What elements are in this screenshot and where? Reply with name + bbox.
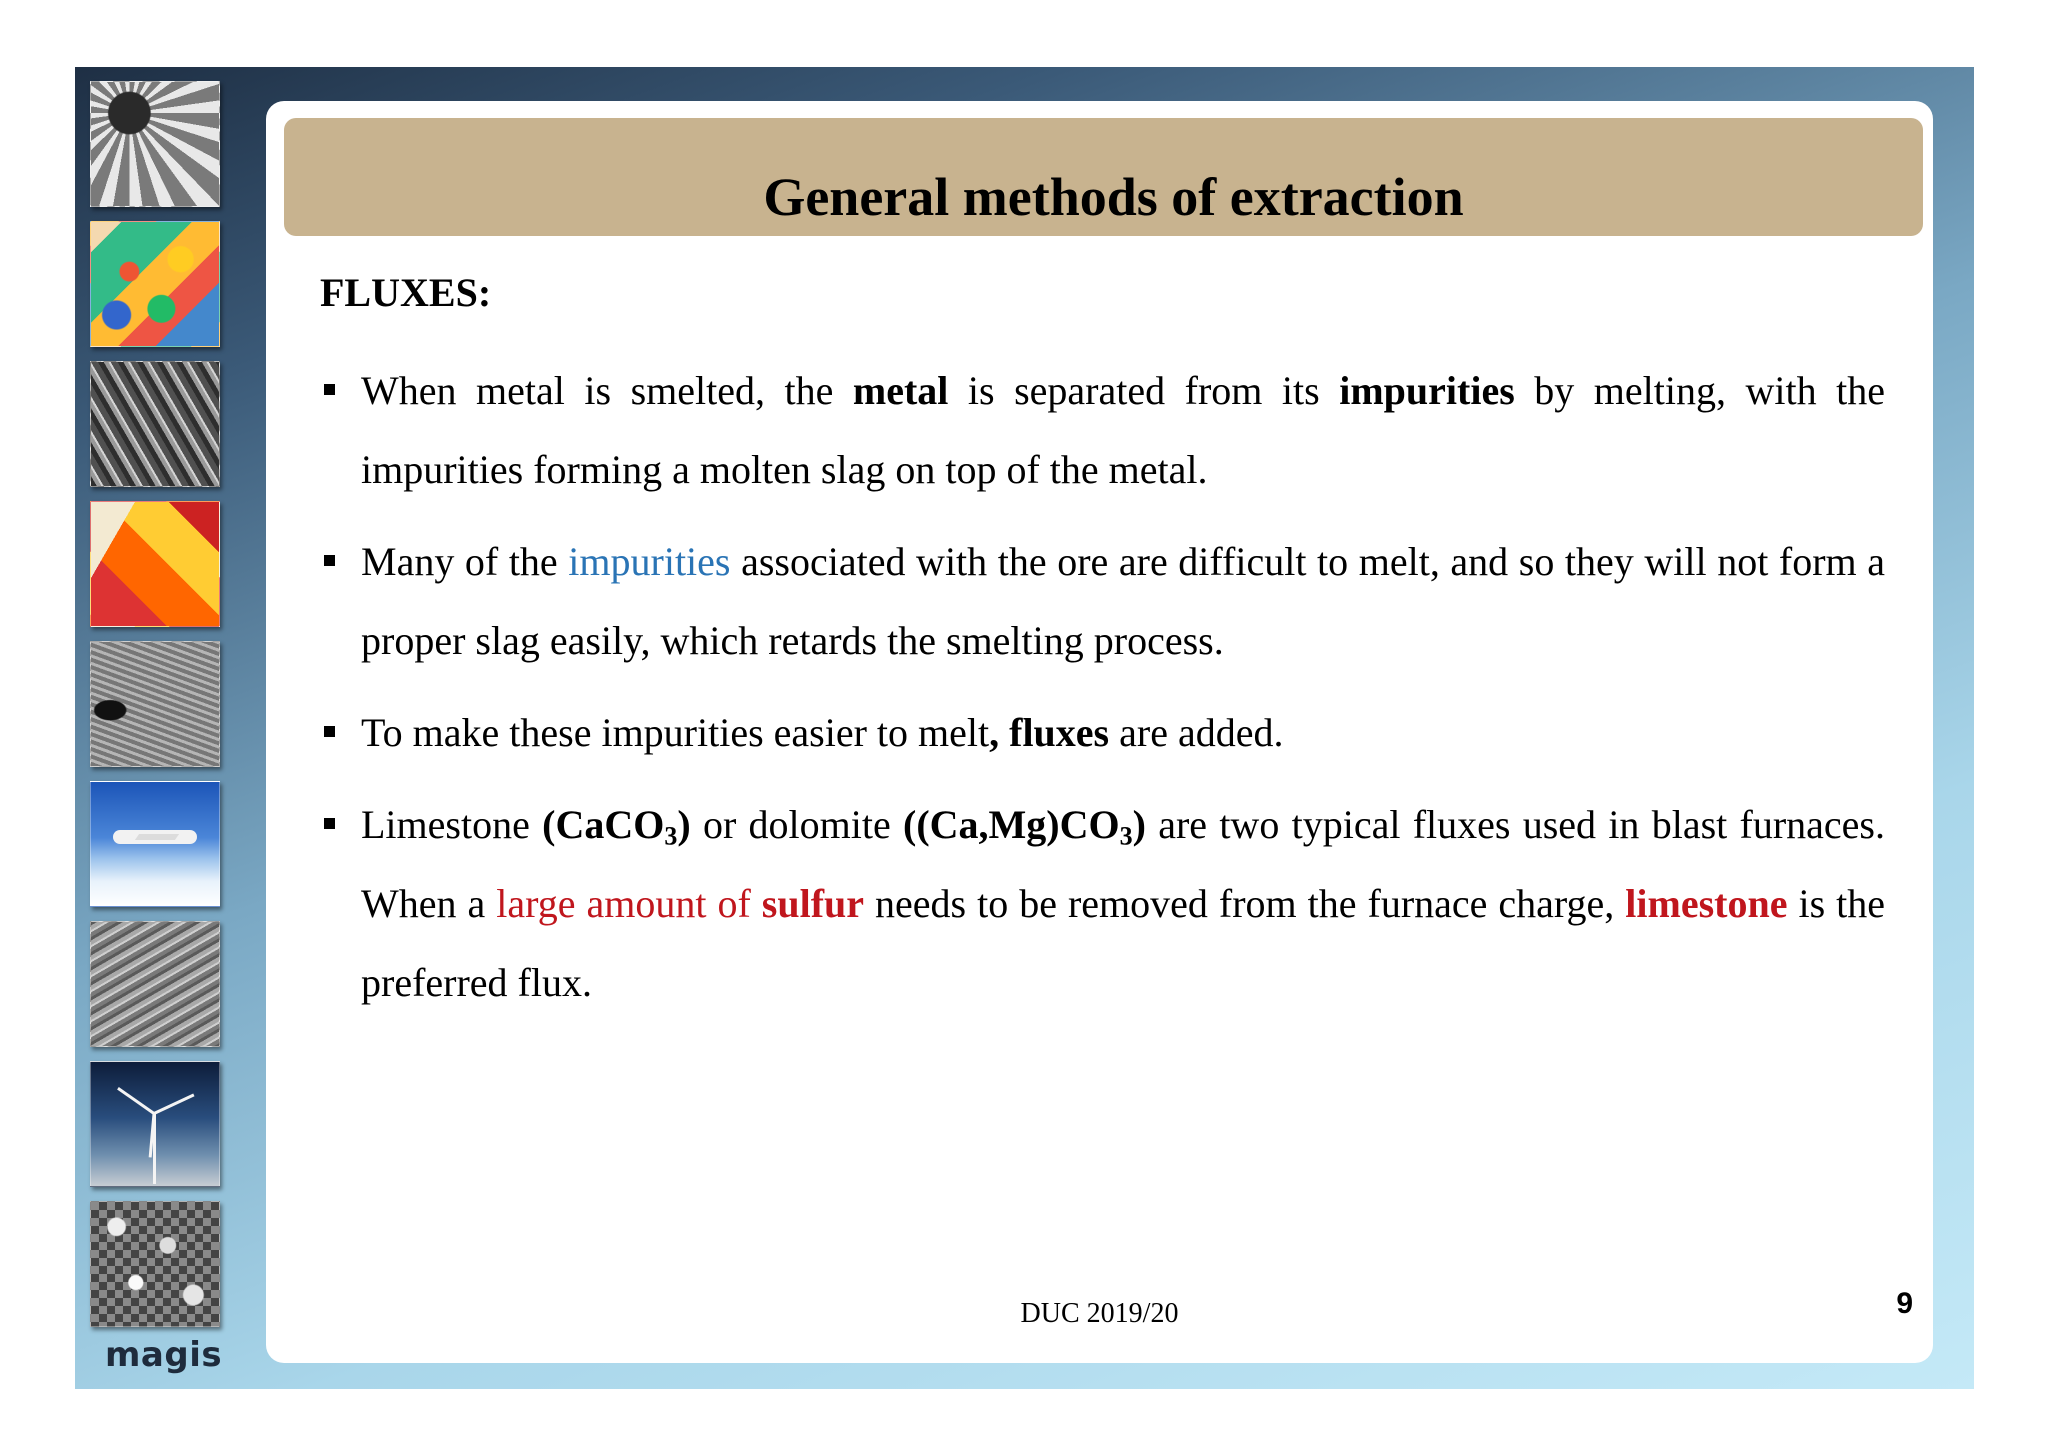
turbine-blade-shape bbox=[153, 1094, 194, 1115]
microstructure-image bbox=[90, 641, 220, 767]
bullet-highlight-red-bold: limestone bbox=[1625, 881, 1788, 926]
bullet-text: is separated from its bbox=[948, 368, 1340, 413]
bullet-emphasis: impurities bbox=[1339, 368, 1515, 413]
title-bar bbox=[284, 118, 1923, 236]
bullet-highlight-blue: impurities bbox=[568, 539, 731, 584]
formula-subscript: 3 bbox=[1119, 821, 1133, 851]
bullet-item bbox=[320, 522, 1885, 680]
section-heading: FLUXES: bbox=[320, 270, 492, 315]
bullet-highlight-red: large amount of bbox=[496, 881, 762, 926]
bullet-emphasis: , fluxes bbox=[989, 710, 1110, 755]
turbine-blade-shape bbox=[117, 1087, 155, 1115]
bullet-text: by melting, with the impurities forming a molten slag on top of the metal. bbox=[361, 368, 1886, 492]
stress-cube-image bbox=[90, 501, 220, 627]
bullet-emphasis: metal bbox=[852, 368, 949, 413]
content-panel bbox=[266, 101, 1933, 1363]
slide-frame bbox=[75, 67, 1974, 1389]
magis-logo: magis bbox=[105, 1335, 223, 1375]
bullet-highlight-red-bold: sulfur bbox=[761, 881, 865, 926]
footer-text: DUC 2019/20 bbox=[1020, 1298, 1179, 1329]
formula-paren: ) bbox=[1132, 802, 1146, 847]
powder-grains-image bbox=[90, 1201, 220, 1327]
airplane-wing-shape bbox=[135, 834, 179, 840]
bullet-item bbox=[320, 693, 1885, 772]
bullet-text: When metal is smelted, the bbox=[361, 368, 853, 413]
square-bullet-icon bbox=[324, 384, 335, 395]
slide-title: General methods of extraction bbox=[763, 167, 1464, 227]
formula-dolomite: ((Ca,Mg)CO bbox=[903, 802, 1120, 847]
bullet-text: associated with the ore are difficult to melt, and so they will not form a proper slag easily, which retards the smelting process. bbox=[361, 539, 1885, 663]
square-bullet-icon bbox=[324, 555, 335, 566]
fiber-micrograph-image bbox=[90, 361, 220, 487]
bullet-text: is the preferred flux. bbox=[361, 881, 1886, 1005]
square-bullet-icon bbox=[324, 818, 335, 829]
wind-turbine-image bbox=[90, 1061, 220, 1187]
formula-caco3: (CaCO bbox=[542, 802, 665, 847]
bullet-text: are added. bbox=[1109, 710, 1284, 755]
bullet-text: or dolomite bbox=[690, 802, 904, 847]
fracture-surface-image bbox=[90, 921, 220, 1047]
bullet-item bbox=[320, 351, 1885, 509]
bullet-text: To make these impurities easier to melt bbox=[361, 710, 990, 755]
square-bullet-icon bbox=[324, 726, 335, 737]
bullet-list bbox=[320, 351, 1885, 1035]
page-number: 9 bbox=[1896, 1287, 1913, 1320]
bullet-text: Limestone bbox=[361, 802, 543, 847]
bullet-text: Many of the bbox=[361, 539, 569, 584]
formula-paren: ) bbox=[677, 802, 691, 847]
airplane-image bbox=[90, 781, 220, 907]
turbine-fan-image bbox=[90, 81, 220, 207]
bullet-item bbox=[320, 785, 1885, 1022]
formula-subscript: 3 bbox=[664, 821, 678, 851]
bullet-text: are two typical fluxes used in blast furnaces. When a bbox=[361, 802, 1885, 926]
simulation-block-image bbox=[90, 221, 220, 347]
bullet-text: needs to be removed from the furnace charge, bbox=[864, 881, 1626, 926]
